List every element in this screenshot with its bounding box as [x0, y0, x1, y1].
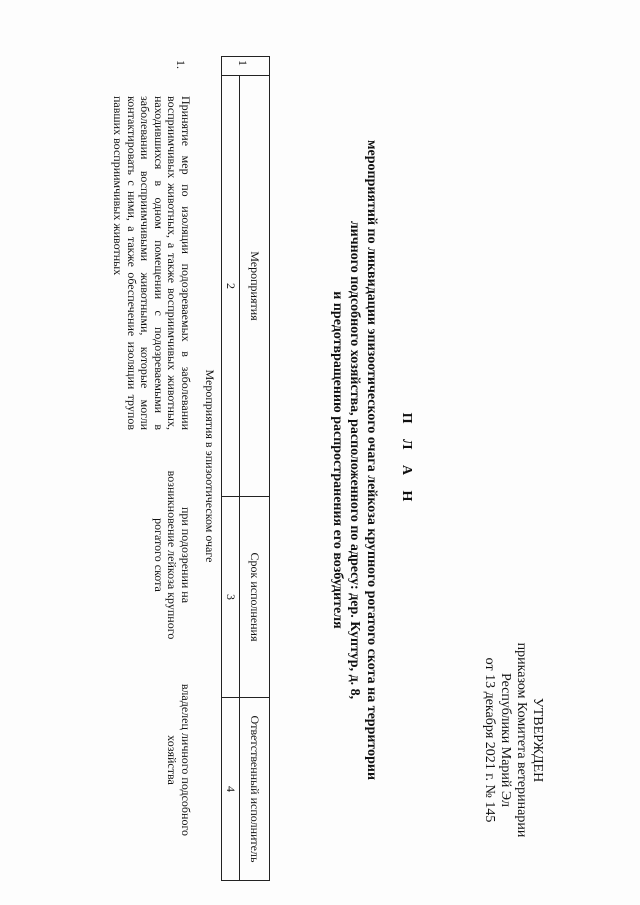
approval-line: от 13 декабря 2021 г. № 145	[482, 657, 497, 823]
row-deadline: при подозрении на возникновение лейкоза крупного рогатого скота	[151, 470, 193, 640]
section-title: Мероприятия в эпизоотическом очаге	[203, 369, 217, 563]
col-number-4: 4	[222, 698, 240, 881]
row-responsible: владелец личного подсобного хозяйства	[165, 683, 193, 837]
plan-table	[221, 56, 270, 881]
plan-heading: П Л А Н	[399, 412, 414, 508]
plan-title	[329, 80, 415, 840]
header-measures: Мероприятия	[240, 76, 270, 497]
col-number-3: 3	[222, 497, 240, 698]
col-number-1: 1	[236, 60, 250, 66]
approval-line: УТВЕРЖДЕН	[530, 697, 545, 783]
approval-stamp	[481, 620, 545, 860]
plan-title-line: мероприятий по ликвидации эпизоотического очага лейкоза крупного рогатого скота на территории	[364, 139, 379, 781]
header-deadline: Срок исполнения	[240, 497, 270, 698]
plan-title-line: личного подсобного хозяйства, расположенного по адресу: дер. Куптур, д. 8,	[347, 220, 362, 700]
plan-title-line: и предотвращению распространения его возбудителя	[330, 291, 345, 629]
row-number: 1.	[174, 60, 188, 69]
header-responsible: Ответственный исполнитель	[240, 698, 270, 881]
approval-line: приказом Комитета ветеринарии	[514, 642, 529, 838]
approval-line: Республики Марий Эл	[498, 673, 513, 807]
col-number-2: 2	[222, 76, 240, 497]
row-measure: Принятие мер по изоляции подозреваемых в заболевании восприимчивых животных, а также восприимчивых животных, находившихся в одном помещении с подозреваемыми в заболевании восприимчивыми животными, которые могли контактировать с ними, а также обеспечение изоляции трупов павших восприимчивых животных	[111, 96, 193, 430]
